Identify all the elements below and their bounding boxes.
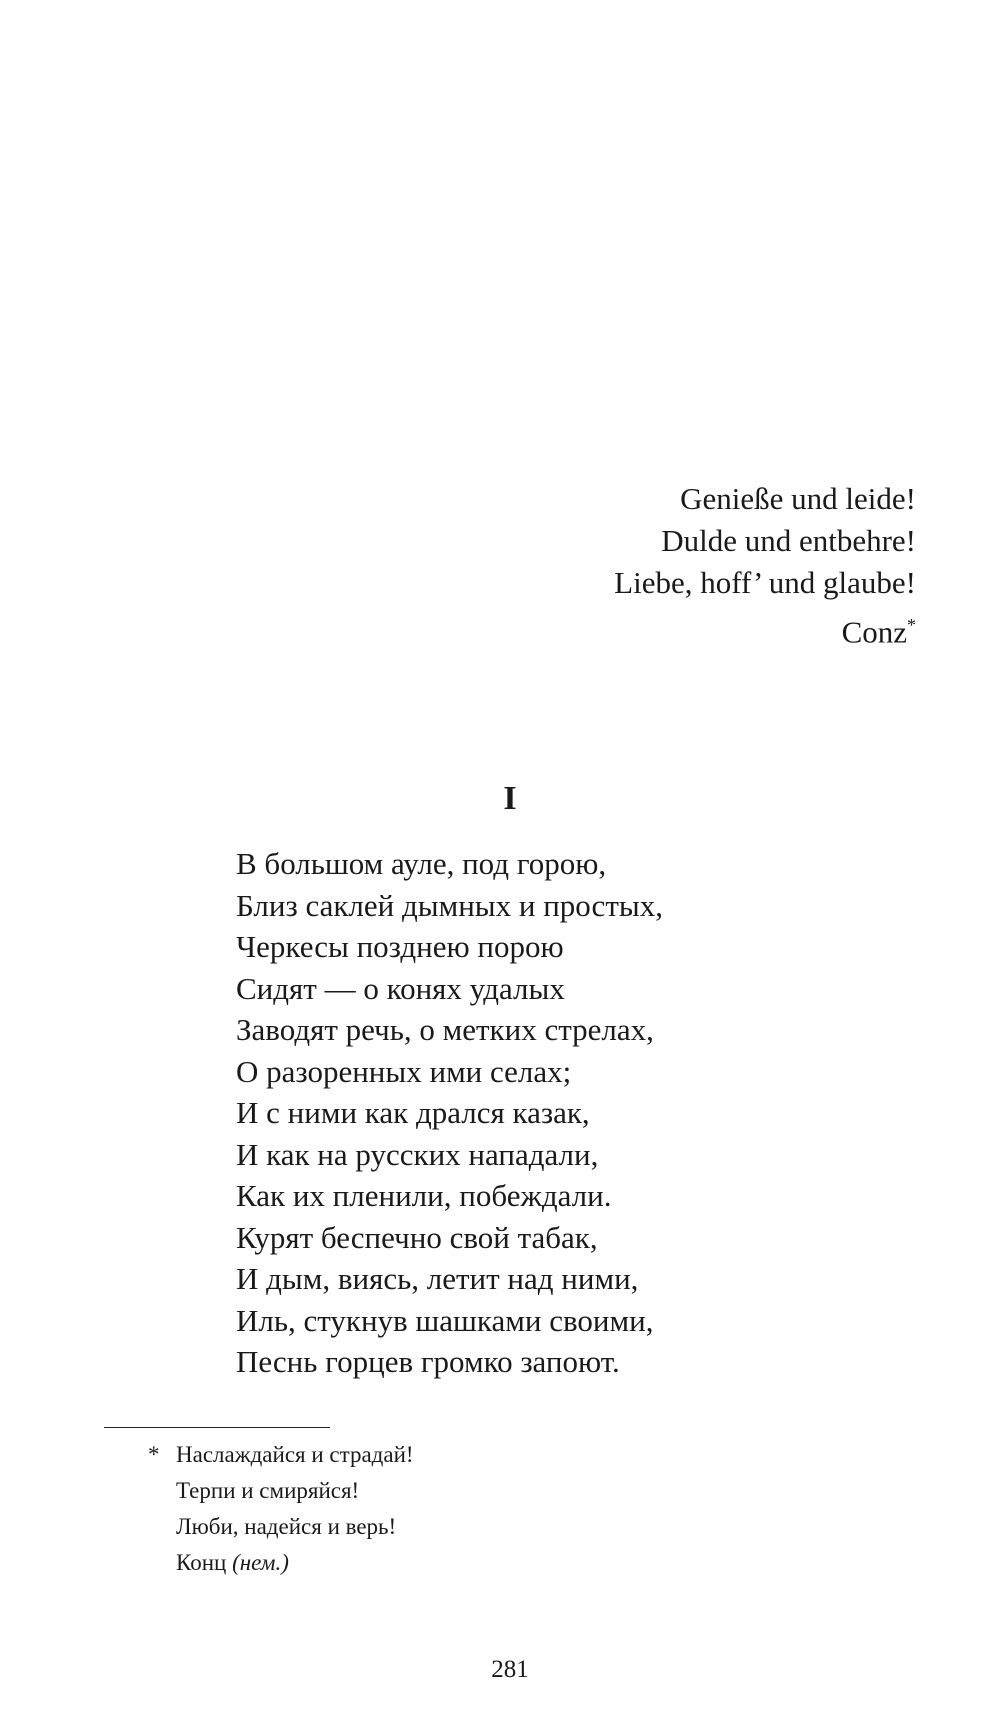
epigraph-line: Dulde und entbehre! <box>661 523 916 558</box>
footnote-text: Наслаждайся и страдай! <box>176 1442 414 1467</box>
footnote-reference: * <box>907 615 916 635</box>
footnote <box>148 1437 414 1581</box>
footnote-text: Терпи и смиряйся! <box>176 1478 360 1503</box>
epigraph-line: Liebe, hoff’ und glaube! <box>614 565 916 600</box>
verse-line: Черкесы позднею порою <box>236 929 564 964</box>
verse-line: В большом ауле, под горою, <box>236 846 607 881</box>
footnote-marker: * <box>148 1442 160 1467</box>
footnote-language-note: (нем.) <box>232 1550 289 1575</box>
verse-line: И с ними как дрался казак, <box>236 1095 590 1130</box>
verse-line: Заводят речь, о метких стрелах, <box>236 1012 654 1047</box>
epigraph-author <box>614 604 916 653</box>
footnote-line <box>148 1473 414 1509</box>
verse-line: Сидят — о конях удалых <box>236 970 565 1006</box>
verse-line: Как их пленили, побеждали. <box>236 1178 612 1213</box>
verse-line: Иль, стукнув шашками своими, <box>236 1302 654 1338</box>
verse-line: Курят беспечно свой табак, <box>236 1219 598 1255</box>
verse-line: И дым, виясь, летит над ними, <box>236 1261 639 1296</box>
epigraph-line: Genieße und leide! <box>680 481 916 516</box>
footnote-line <box>148 1545 414 1581</box>
poem-stanza <box>236 843 663 1383</box>
page-number: 281 <box>491 1656 529 1683</box>
epigraph-author-name: Conz <box>841 614 907 650</box>
footnote-line <box>148 1509 414 1545</box>
epigraph <box>614 478 916 653</box>
verse-line: Близ саклей дымных и простых, <box>236 887 663 923</box>
footnote-divider <box>104 1427 330 1428</box>
footnote-text: Конц <box>176 1550 227 1575</box>
footnote-line <box>148 1437 414 1473</box>
section-numeral: I <box>503 780 517 817</box>
verse-line: И как на русских нападали, <box>236 1136 599 1172</box>
verse-line: О разоренных ими селах; <box>236 1053 572 1089</box>
verse-line: Песнь горцев громко запоют. <box>236 1344 620 1379</box>
footnote-text: Люби, надейся и верь! <box>176 1514 397 1539</box>
